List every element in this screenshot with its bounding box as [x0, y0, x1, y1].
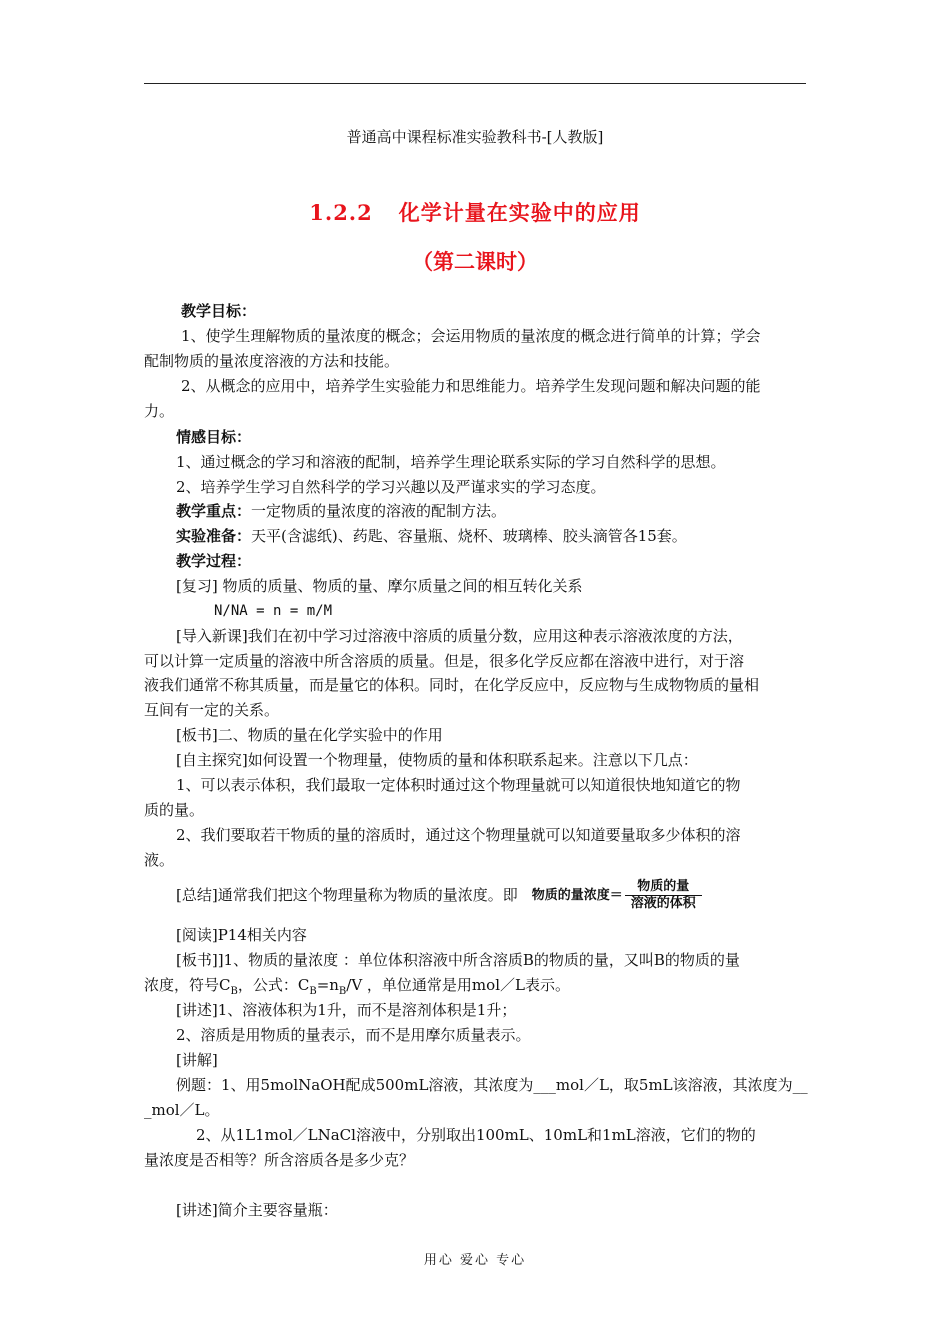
page-header: 普通高中课程标准实验教科书-[人教版]: [346, 128, 604, 146]
board-2-text-d: /V ，单位通常是用mol／L表示。: [346, 976, 570, 994]
page-footer: 用心 爱心 专心: [423, 1253, 527, 1268]
board-2-text-c: =n: [316, 976, 339, 994]
point-2-line-2: 液。: [144, 851, 175, 869]
focus-text: 一定物质的量浓度的溶液的配制方法。: [251, 502, 507, 520]
summary-line: [176, 878, 840, 913]
emotion-2: 2、培养学生学习自然科学的学习兴趣以及严谨求实的学习态度。: [176, 478, 606, 496]
goal-1-line-1: 1、使学生理解物质的量浓度的概念；会运用物质的量浓度的概念进行简单的计算；学会: [181, 327, 761, 345]
example-2-line-1: 2、从1L1mol／LNaCl溶液中，分别取出100mL、10mL和1mL溶液，它们的物的: [196, 1126, 756, 1144]
board-2-line-1: [板书]]1、物质的量浓度 ：单位体积溶液中所含溶质B的物质的量，又叫B的物质的量: [176, 951, 740, 969]
point-1-line-1: 1、可以表示体积，我们最取一定体积时通过这个物理量就可以知道很快地知道它的物: [176, 776, 741, 794]
focus-label: 教学重点：: [176, 502, 252, 520]
lesson-number: 1.2.2: [309, 200, 373, 225]
intro-line-1: [导入新课]我们在初中学习过溶液中溶质的质量分数，应用这种表示溶液浓度的方法，: [176, 627, 743, 645]
emotion-heading: 情感目标：: [176, 428, 252, 446]
lesson-title: [0, 197, 950, 227]
board-2-text-a: 浓度，符号C: [144, 976, 231, 994]
goal-1-line-2: 配制物质的量浓度溶液的方法和技能。: [144, 352, 400, 370]
lesson-title-text: 化学计量在实验中的应用: [398, 200, 641, 225]
concentration-formula: [532, 879, 702, 914]
review-formula: N/NA = n = m/M: [214, 603, 333, 619]
point-1-line-2: 质的量。: [144, 801, 205, 819]
point-2-line-1: 2、我们要取若干物质的量的溶质时，通过这个物理量就可以知道要量取多少体积的溶: [176, 826, 741, 844]
summary-text: [总结]通常我们把这个物理量称为物质的量浓度。即: [176, 886, 518, 904]
intro-line-2: 可以计算一定质量的溶液中所含溶质的质量。但是，很多化学反应都在溶液中进行，对于溶: [144, 652, 745, 670]
subscript-b: B: [309, 986, 317, 997]
board-2-line-2: [144, 975, 808, 1002]
example-2-line-2: 量浓度是否相等？所含溶质各是多少克？: [144, 1151, 415, 1169]
formula-fraction: [625, 879, 702, 912]
goal-2-line-2: 力。: [144, 402, 175, 420]
lecture-1: [讲述]1、溶液体积为1升，而不是溶剂体积是1升；: [176, 1001, 517, 1019]
formula-lhs: 物质的量浓度＝: [531, 887, 623, 903]
board-2-text-b: ，公式：C: [237, 976, 310, 994]
lecture-3: [讲述]简介主要容量瓶：: [176, 1201, 338, 1219]
prep-text: 天平(含滤纸)、药匙、容量瓶、烧杯、玻璃棒、胶头滴管各15套。: [251, 527, 687, 545]
subscript-b: B: [338, 986, 347, 997]
formula-numerator: 物质的量: [625, 879, 702, 896]
emotion-1: 1、通过概念的学习和溶液的配制，培养学生理论联系实际的学习自然科学的思想。: [176, 453, 726, 471]
goals-heading: 教学目标：: [181, 302, 257, 320]
reading-line: [阅读]P14相关内容: [176, 926, 307, 944]
lesson-subtitle: （第二课时）: [412, 249, 538, 274]
intro-line-3: 液我们通常不称其质量，而是量它的体积。同时，在化学反应中，反应物与生成物物质的量相: [144, 676, 760, 694]
review-line: [复习] 物质的质量、物质的量、摩尔质量之间的相互转化关系: [176, 577, 583, 595]
explain-line: [讲解]: [176, 1051, 218, 1069]
subscript-b: B: [230, 986, 238, 997]
process-heading: 教学过程：: [176, 552, 252, 570]
formula-denominator: 溶液的体积: [630, 896, 696, 912]
example-1-line-1: 例题：1、用5molNaOH配成500mL溶液，其浓度为___mol／L，取5mL该溶液，其浓度为__: [176, 1076, 808, 1094]
prep-line: [176, 526, 840, 546]
lecture-2: 2、溶质是用物质的量表示，而不是用摩尔质量表示。: [176, 1026, 531, 1044]
goal-2-line-1: 2、从概念的应用中，培养学生实验能力和思维能力。培养学生发现问题和解决问题的能: [181, 377, 761, 395]
header-rule: [144, 83, 806, 84]
board-1: [板书]二、物质的量在化学实验中的作用: [176, 726, 443, 744]
explore-line: [自主探究]如何设置一个物理量，使物质的量和体积联系起来。注意以下几点：: [176, 751, 698, 769]
prep-label: 实验准备：: [176, 527, 252, 545]
focus-line: [176, 501, 840, 521]
example-1-line-2: _mol／L。: [144, 1101, 220, 1119]
intro-line-4: 互间有一定的关系。: [144, 701, 280, 719]
